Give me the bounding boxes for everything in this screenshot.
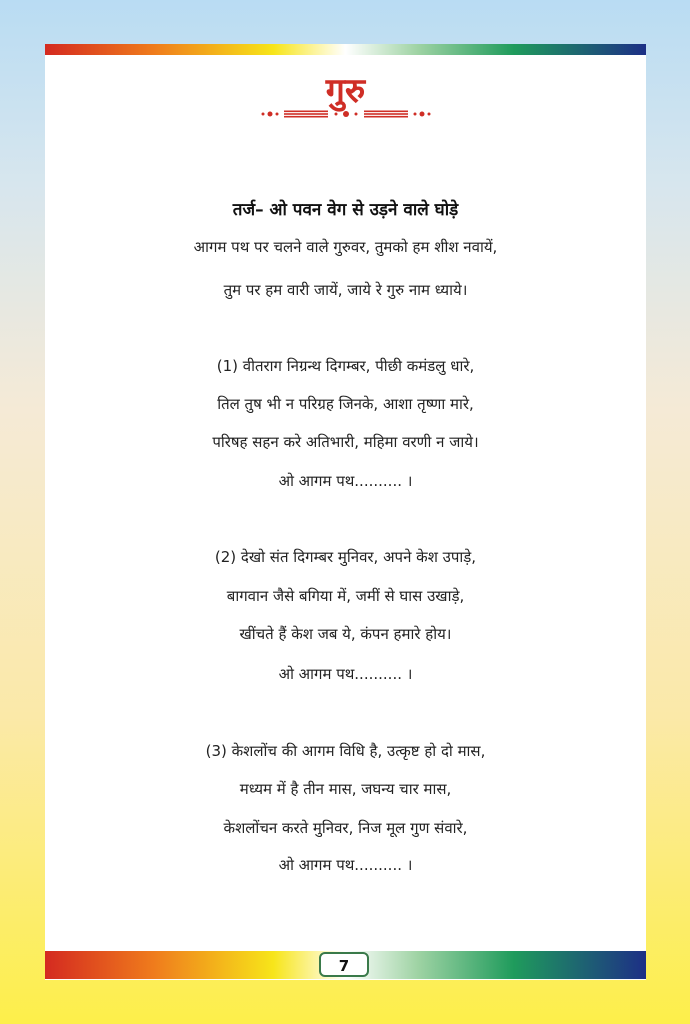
verse-line: परिषह सहन करे अतिभारी, महिमा वरणी न जाये। xyxy=(212,433,479,451)
verse-line: (3) केशलोंच की आगम विधि है, उत्कृष्ट हो दो मास, xyxy=(205,742,486,760)
tune-reference: तर्ज– ओ पवन वेग से उड़ने वाले घोड़े xyxy=(232,200,459,220)
refrain-line: ओ आगम पथ.......... । xyxy=(278,665,413,683)
verse-line: बागवान जैसे बगिया में, जमीं से घास उखाड़े, xyxy=(226,587,465,605)
verse-line: मध्यम में है तीन मास, जघन्य चार मास, xyxy=(239,780,452,798)
verse-line: (1) वीतराग निग्रन्थ दिगम्बर, पीछी कमंडलु धारे, xyxy=(216,357,475,375)
top-color-band xyxy=(45,44,646,55)
page-number: 7 xyxy=(319,952,369,977)
page xyxy=(45,44,646,980)
verse-line: तुम पर हम वारी जायें, जाये रे गुरु नाम ध्याये। xyxy=(223,281,468,299)
verse-line: (2) देखो संत दिगम्बर मुनिवर, अपने केश उपाड़े, xyxy=(214,548,477,566)
ornament-divider xyxy=(260,107,432,121)
verse-line: तिल तुष भी न परिग्रह जिनके, आशा तृष्णा मारे, xyxy=(217,395,474,413)
verse-line: आगम पथ पर चलने वाले गुरुवर, तुमको हम शीश नवायें, xyxy=(193,238,498,256)
page-title: गुरु xyxy=(325,71,366,111)
refrain-line: ओ आगम पथ.......... । xyxy=(278,472,413,490)
verse-line: केशलोंचन करते मुनिवर, निज मूल गुण संवारे, xyxy=(223,819,468,837)
verse-line: खींचते हैं केश जब ये, कंपन हमारे होय। xyxy=(239,625,452,643)
refrain-line: ओ आगम पथ.......... । xyxy=(278,856,413,874)
